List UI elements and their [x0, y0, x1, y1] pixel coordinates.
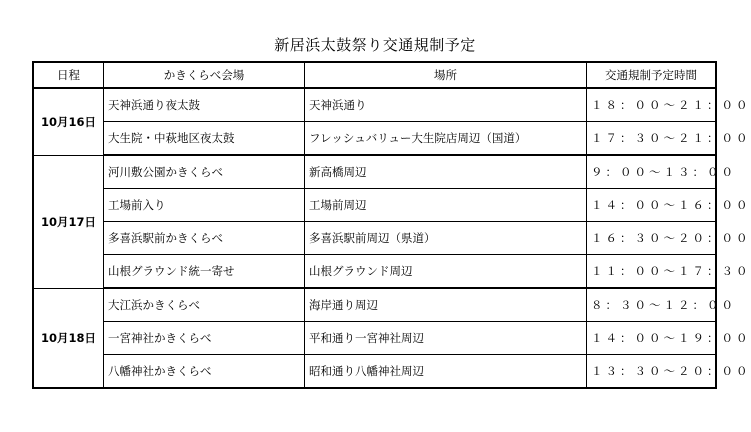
- header-date: 日程: [34, 63, 104, 89]
- header-venue: かきくらべ会場: [104, 63, 305, 89]
- place-cell: 海岸通り周辺: [305, 288, 587, 322]
- venue-cell: 大生院・中萩地区夜太鼓: [104, 122, 305, 156]
- time-cell: １４：００～１６：００: [587, 189, 716, 222]
- place-cell: 工場前周辺: [305, 189, 587, 222]
- time-cell: ９：００～１３：００: [587, 155, 716, 189]
- table-header-row: [34, 63, 716, 89]
- time-cell: １１：００～１７：３０: [587, 255, 716, 289]
- venue-cell: 八幡神社かきくらべ: [104, 355, 305, 388]
- time-cell: ８：３０～１２：００: [587, 288, 716, 322]
- time-cell: １３：３０～２０：００: [587, 355, 716, 388]
- place-cell: 多喜浜駅前周辺（県道）: [305, 222, 587, 255]
- place-cell: 昭和通り八幡神社周辺: [305, 355, 587, 388]
- time-cell: １７：３０～２１：００: [587, 122, 716, 156]
- table-row: [34, 355, 716, 388]
- place-cell: 山根グラウンド周辺: [305, 255, 587, 289]
- date-cell: 10月16日: [34, 88, 104, 155]
- venue-cell: 天神浜通り夜太鼓: [104, 88, 305, 122]
- venue-cell: 河川敷公園かきくらべ: [104, 155, 305, 189]
- venue-cell: 大江浜かきくらべ: [104, 288, 305, 322]
- traffic-regulation-table: [33, 62, 751, 388]
- date-cell: 10月18日: [34, 288, 104, 388]
- table-row: [34, 322, 716, 355]
- header-place: 場所: [305, 63, 587, 89]
- time-cell: １８：００～２１：００: [587, 88, 716, 122]
- header-time: 交通規制予定時間: [587, 63, 716, 89]
- place-cell: 天神浜通り: [305, 88, 587, 122]
- venue-cell: 一宮神社かきくらべ: [104, 322, 305, 355]
- table-row: [34, 88, 716, 122]
- table-row: [34, 222, 716, 255]
- table-row: [34, 288, 716, 322]
- place-cell: 新高橋周辺: [305, 155, 587, 189]
- place-cell: フレッシュバリュー大生院店周辺（国道）: [305, 122, 587, 156]
- table-row: [34, 155, 716, 189]
- time-cell: １４：００～１９：００: [587, 322, 716, 355]
- venue-cell: 山根グラウンド統一寄せ: [104, 255, 305, 289]
- venue-cell: 多喜浜駅前かきくらべ: [104, 222, 305, 255]
- date-cell: 10月17日: [34, 155, 104, 288]
- table-row: [34, 189, 716, 222]
- table-row: [34, 255, 716, 289]
- venue-cell: 工場前入り: [104, 189, 305, 222]
- place-cell: 平和通り一宮神社周辺: [305, 322, 587, 355]
- document-title: 新居浜太鼓祭り交通規制予定: [274, 36, 476, 54]
- table-row: [34, 122, 716, 156]
- time-cell: １６：３０～２０：００: [587, 222, 716, 255]
